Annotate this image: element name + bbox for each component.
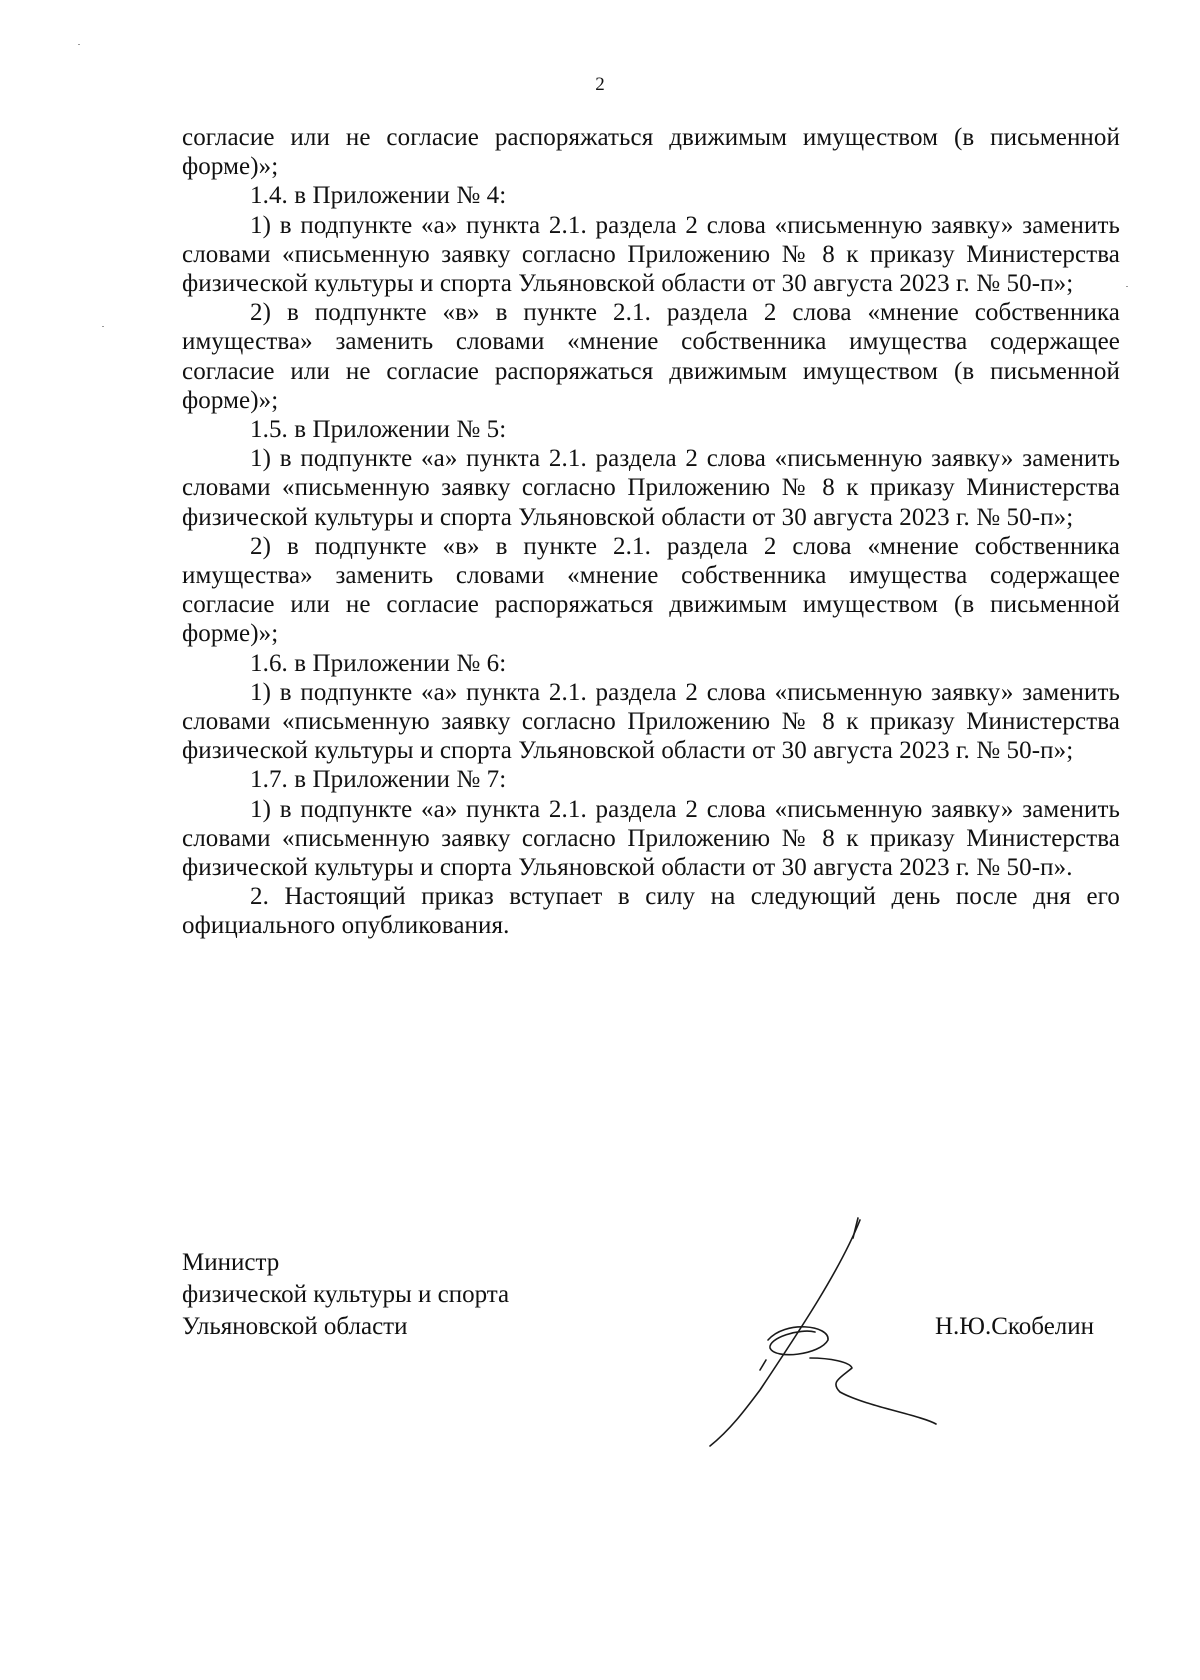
paragraph: 1) в подпункте «а» пункта 2.1. раздела 2 слова «письменную заявку» заменить словами «письменную заявку согласно Приложению № 8 к приказу Министерства физической культуры и спорта Ульяновской области от 30 августа 2023 г. № 50-п»; (182, 678, 1120, 765)
scan-speck (1126, 286, 1128, 287)
paragraph: 1.7. в Приложении № 7: (250, 766, 507, 794)
paragraph: 1.6. в Приложении № 6: (250, 649, 507, 677)
position-line: физической культуры и спорта (182, 1281, 510, 1308)
paragraph: 2) в подпункте «в» в пункте 2.1. раздела 2 слова «мнение собственника имущества» заменить словами «мнение собственника имущества содержащее согласие или не согласие распоряжаться движимым имуществом (в письменной форме)»; (182, 532, 1120, 648)
paragraph: 2) в подпункте «в» в пункте 2.1. раздела 2 слова «мнение собственника имущества» заменить словами «мнение собственника имущества содержащее согласие или не согласие распоряжаться движимым имуществом (в письменной форме)»; (182, 299, 1120, 414)
scan-speck (102, 326, 104, 327)
position-line: Министр (182, 1249, 280, 1276)
page-number: 2 (595, 74, 605, 95)
paragraph: 1.4. в Приложении № 4: (250, 182, 507, 210)
paragraph: 1.5. в Приложении № 5: (250, 416, 507, 444)
paragraph: 1) в подпункте «а» пункта 2.1. раздела 2 слова «письменную заявку» заменить словами «письменную заявку согласно Приложению № 8 к приказу Министерства физической культуры и спорта Ульяновской области от 30 августа 2023 г. № 50-п». (182, 795, 1120, 882)
scan-speck (78, 44, 80, 45)
paragraph: согласие или не согласие распоряжаться движимым имуществом (в письменной форме)»; (182, 124, 1120, 181)
paragraph: 1) в подпункте «а» пункта 2.1. раздела 2 слова «письменную заявку» заменить словами «письменную заявку согласно Приложению № 8 к приказу Министерства физической культуры и спорта Ульяновской области от 30 августа 2023 г. № 50-п»; (182, 445, 1120, 531)
paragraph: 2. Настоящий приказ вступает в силу на следующий день после дня его официального опубликования. (182, 883, 1120, 940)
position-line: Ульяновской области (182, 1313, 408, 1340)
signer-position (182, 1247, 509, 1343)
paragraph: 1) в подпункте «а» пункта 2.1. раздела 2 слова «письменную заявку» заменить словами «письменную заявку согласно Приложению № 8 к приказу Министерства физической культуры и спорта Ульяновской области от 30 августа 2023 г. № 50-п»; (182, 211, 1120, 298)
document-body (182, 123, 1120, 941)
signer-name: Н.Ю.Скобелин (935, 1313, 1095, 1340)
handwritten-signature (690, 1210, 960, 1450)
